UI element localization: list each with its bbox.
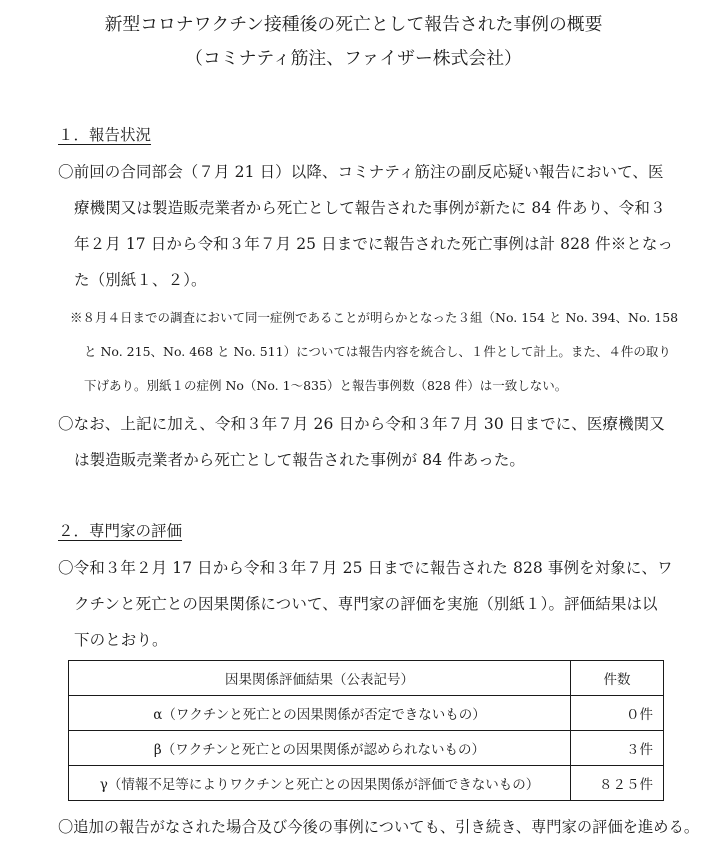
table-header-row [69, 661, 664, 696]
table-row [69, 696, 664, 731]
causality-evaluation-table [68, 660, 664, 801]
row-label: β（ワクチンと死亡との因果関係が認められないもの） [69, 731, 571, 766]
row-label: α（ワクチンと死亡との因果関係が否定できないもの） [69, 696, 571, 731]
section-1-paragraph-line: 年２月 17 日から令和３年７月 25 日までに報告された死亡事例は計 828 件※となっ [74, 235, 674, 253]
section-1-paragraph-line: 〇前回の合同部会（７月 21 日）以降、コミナティ筋注の副反応疑い報告において、医 [58, 163, 664, 181]
section-2-paragraph-line: 〇令和３年２月 17 日から令和３年７月 25 日までに報告された 828 事例を対象に、ワ [58, 559, 673, 577]
row-count: ０件 [571, 696, 664, 731]
section-1-paragraph-2-line: は製造販売業者から死亡として報告された事例が 84 件あった。 [74, 451, 526, 469]
footnote-line: 下げあり。別紙１の症例 No（No. 1～835）と報告事例数（828 件）は一致しない。 [84, 378, 568, 393]
section-1-heading: １．報告状況 [58, 126, 152, 144]
footnote-line: ※８月４日までの調査において同一症例であることが明らかとなった３組（No. 154 と No. 394、No. 158 [70, 310, 679, 325]
row-count: ８２５件 [571, 766, 664, 801]
section-1-paragraph-2-line: 〇なお、上記に加え、令和３年７月 26 日から令和３年７月 30 日までに、医療機関又 [58, 415, 665, 433]
section-1-paragraph-line: た（別紙１、２）。 [74, 271, 207, 289]
header-count: 件数 [571, 661, 664, 696]
section-2-paragraph-line: 下のとおり。 [74, 631, 168, 649]
section-2-heading: ２．専門家の評価 [58, 522, 183, 540]
row-label: γ（情報不足等によりワクチンと死亡との因果関係が評価できないもの） [69, 766, 571, 801]
document-subtitle: （コミナティ筋注、ファイザー株式会社） [185, 48, 522, 69]
section-2-paragraph-line: クチンと死亡との因果関係について、専門家の評価を実施（別紙１）。評価結果は以 [74, 595, 658, 613]
footnote-line: と No. 215、No. 468 と No. 511）については報告内容を統合し、１件として計上。また、４件の取り [84, 344, 671, 359]
table-row [69, 766, 664, 801]
row-count: ３件 [571, 731, 664, 766]
table-row [69, 731, 664, 766]
section-1-paragraph-line: 療機関又は製造販売業者から死亡として報告された事例が新たに 84 件あり、令和３ [74, 199, 666, 217]
document-title: 新型コロナワクチン接種後の死亡として報告された事例の概要 [104, 14, 603, 35]
header-result: 因果関係評価結果（公表記号） [69, 661, 571, 696]
closing-statement: 〇追加の報告がなされた場合及び今後の事例についても、引き続き、専門家の評価を進める。 [58, 818, 700, 836]
